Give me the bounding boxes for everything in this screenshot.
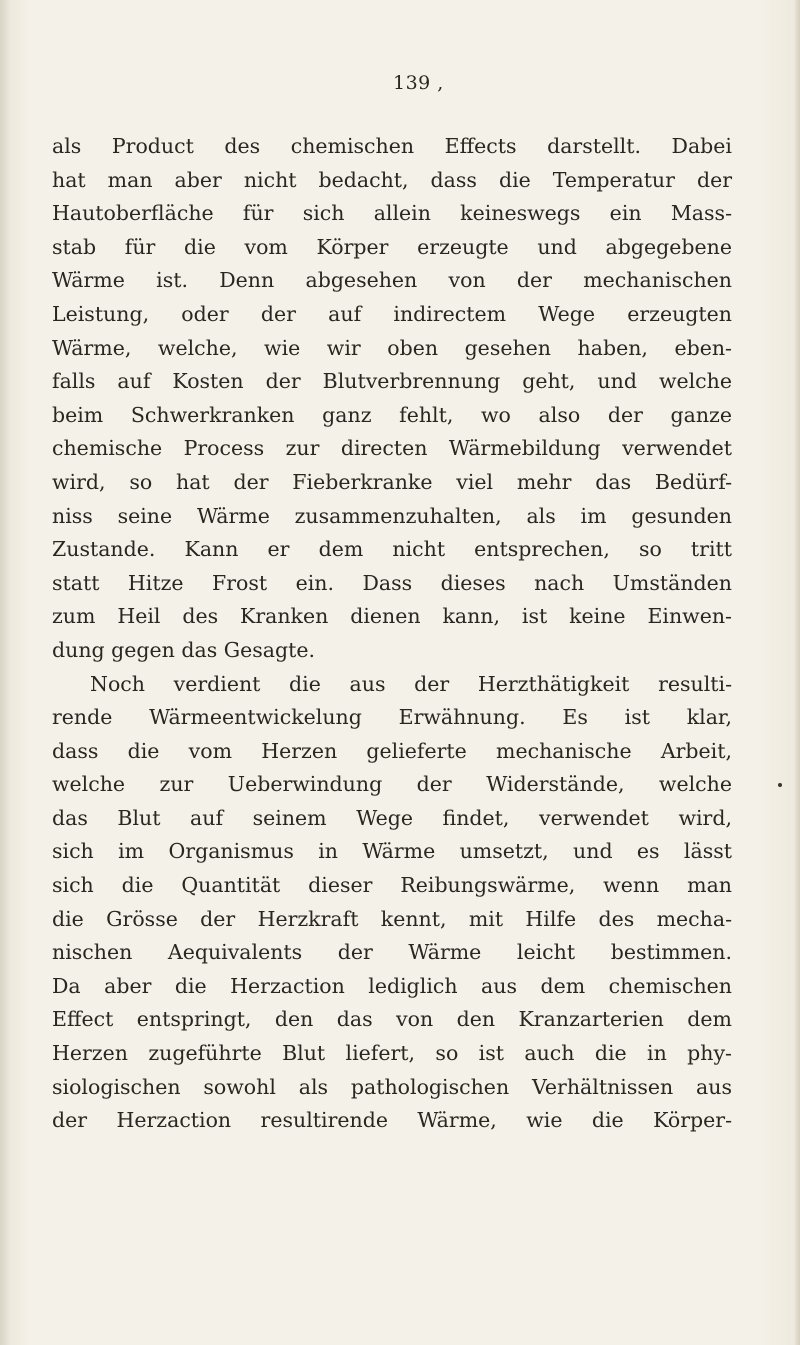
text-line: dass die vom Herzen gelieferte mechanische Arbeit, [52, 738, 732, 763]
page-edge-shadow [794, 0, 800, 1345]
text-line: stab für die vom Körper erzeugte und abgegebene [52, 234, 732, 259]
text-line: die Grösse der Herzkraft kennt, mit Hilfe des mecha- [52, 906, 732, 931]
text-line: siologischen sowohl als pathologischen Verhältnissen aus [52, 1074, 732, 1099]
text-line: das Blut auf seinem Wege findet, verwendet wird, [52, 805, 732, 830]
text-line: Hautoberfläche für sich allein keineswegs ein Mass- [52, 201, 732, 226]
text-line: Effect entspringt, den das von den Kranzarterien dem [52, 1007, 732, 1032]
text-line: falls auf Kosten der Blutverbrennung geht, und welche [52, 369, 732, 394]
text-line: Leistung, oder der auf indirectem Wege erzeugten [52, 301, 732, 326]
text-line: nischen Aequivalents der Wärme leicht bestimmen. [52, 940, 732, 965]
margin-ink-dot [778, 783, 782, 787]
text-line: Da aber die Herzaction lediglich aus dem chemischen [52, 973, 732, 998]
text-line: Zustande. Kann er dem nicht entsprechen, so tritt [52, 537, 732, 562]
text-line: statt Hitze Frost ein. Dass dieses nach Umständen [52, 570, 732, 595]
page-gutter-shadow [0, 0, 10, 1345]
text-line: Wärme, welche, wie wir oben gesehen haben, eben- [52, 335, 732, 360]
text-line: als Product des chemischen Effects darstellt. Dabei [52, 134, 732, 158]
text-line: der Herzaction resultirende Wärme, wie die Körper- [52, 1108, 732, 1133]
text-line: niss seine Wärme zusammenzuhalten, als im gesunden [52, 503, 732, 528]
text-line: Wärme ist. Denn abgesehen von der mechanischen [52, 268, 732, 293]
body-text [52, 130, 732, 1138]
text-line: welche zur Ueberwindung der Widerstände, welche [52, 772, 732, 797]
text-line: chemische Process zur directen Wärmebildung verwendet [52, 436, 732, 461]
text-line: wird, so hat der Fieberkranke viel mehr das Bedürf- [52, 469, 732, 494]
text-line: sich die Quantität dieser Reibungswärme, wenn man [52, 873, 732, 898]
text-line: hat man aber nicht bedacht, dass die Temperatur der [52, 167, 732, 192]
page-number: 139 , [393, 72, 444, 94]
text-line: zum Heil des Kranken dienen kann, ist keine Einwen- [52, 604, 732, 629]
text-line: sich im Organismus in Wärme umsetzt, und es lässt [52, 839, 732, 864]
text-line: dung gegen das Gesagte. [52, 637, 316, 662]
text-line: rende Wärmeentwickelung Erwähnung. Es ist klar, [52, 705, 732, 730]
paragraph-start-line: Noch verdient die aus der Herzthätigkeit resulti- [90, 671, 732, 696]
text-line: beim Schwerkranken ganz fehlt, wo also der ganze [52, 402, 732, 427]
text-line: Herzen zugeführte Blut liefert, so ist auch die in phy- [52, 1041, 732, 1066]
